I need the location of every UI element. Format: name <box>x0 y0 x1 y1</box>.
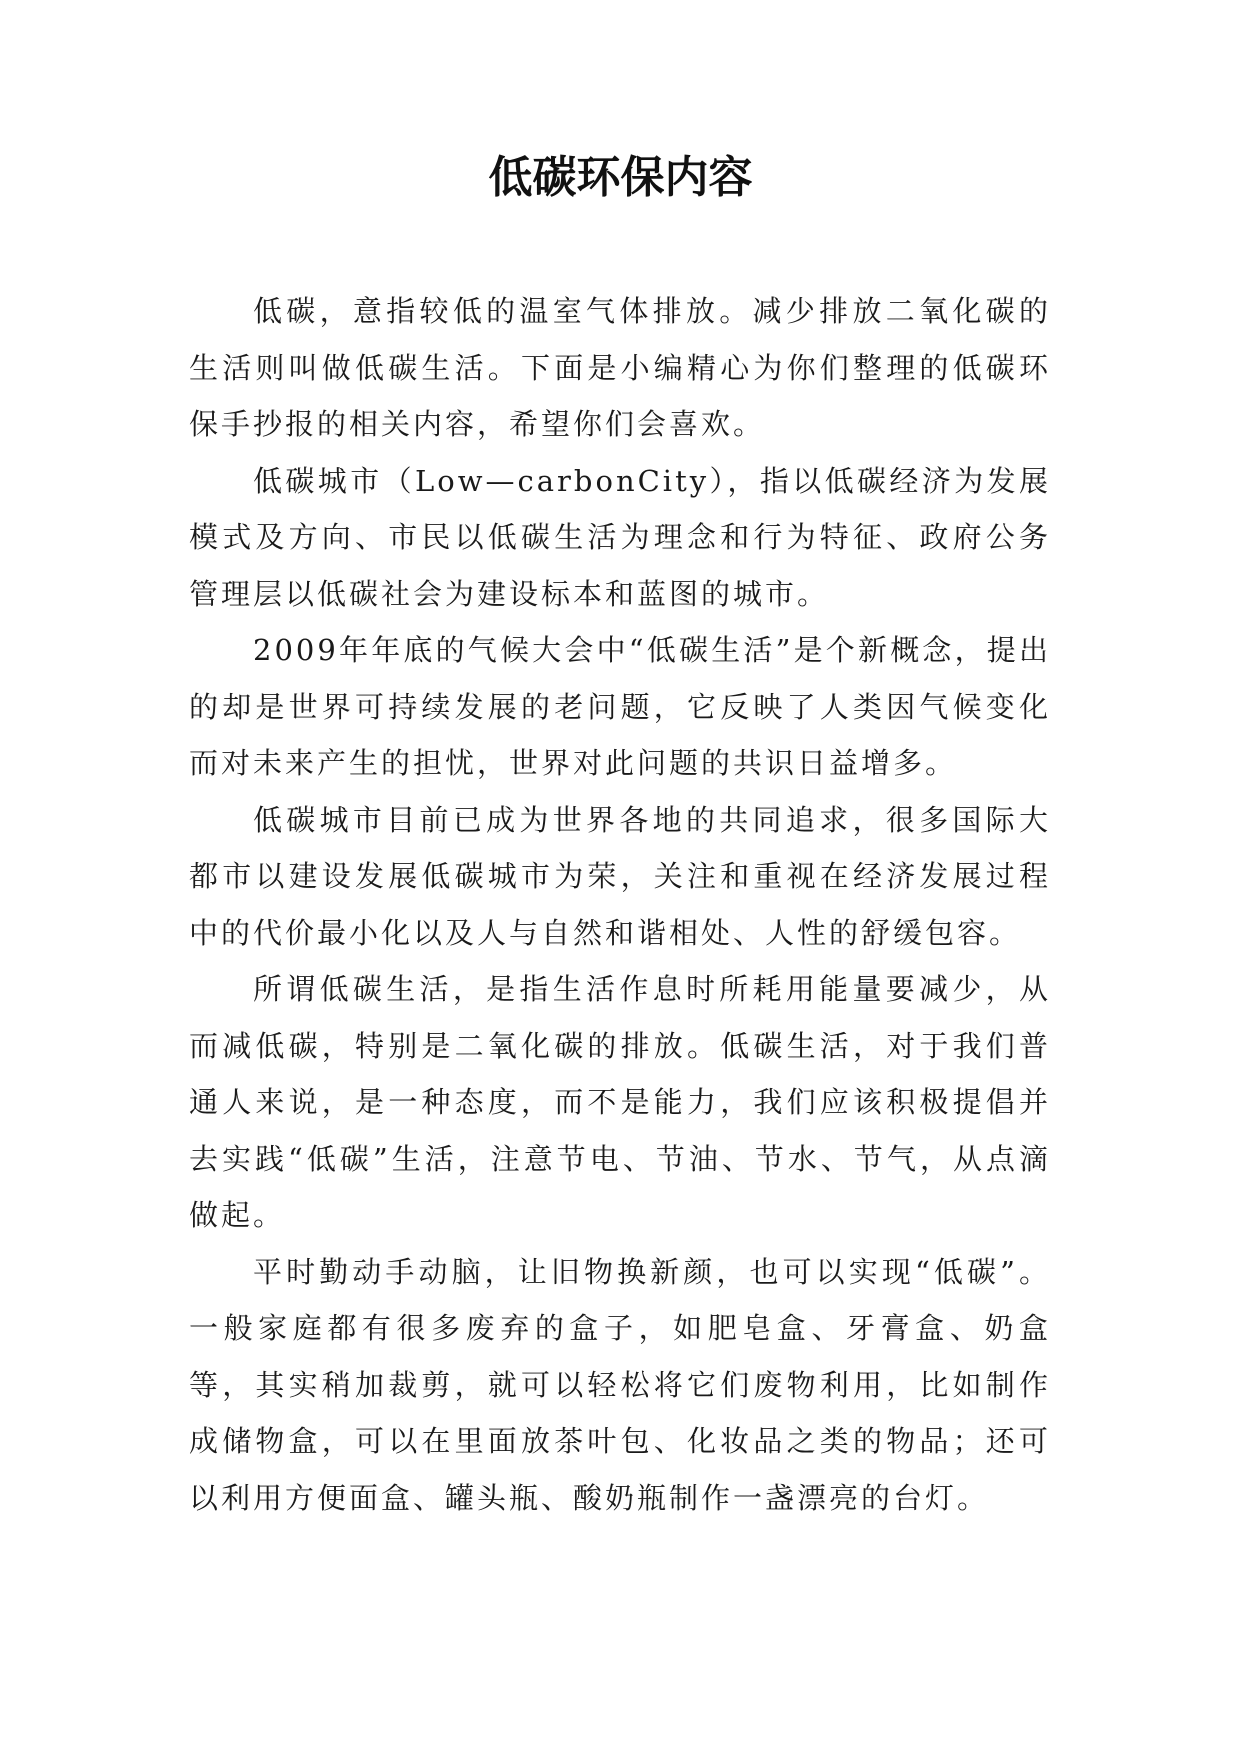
document-body <box>189 283 1051 1526</box>
document-title: 低碳环保内容 <box>488 152 753 203</box>
paragraph-intro: 低碳，意指较低的温室气体排放。减少排放二氧化碳的生活则叫做低碳生活。下面是小编精心为你们整理的低碳环保手抄报的相关内容，希望你们会喜欢。 <box>189 294 1051 441</box>
paragraph-global-pursuit: 低碳城市目前已成为世界各地的共同追求，很多国际大都市以建设发展低碳城市为荣，关注和重视在经济发展过程中的代价最小化以及人与自然和谐相处、人性的舒缓包容。 <box>189 802 1051 950</box>
paragraph-low-carbon-city: 低碳城市（Low—carbonCity），指以低碳经济为发展模式及方向、市民以低碳生活为理念和行为特征、政府公务管理层以低碳社会为建设标本和蓝图的城市。 <box>189 463 1051 611</box>
paragraph-low-carbon-life: 所谓低碳生活，是指生活作息时所耗用能量要减少，从而减低碳，特别是二氧化碳的排放。低碳生活，对于我们普通人来说，是一种态度，而不是能力，我们应该积极提倡并去实践“低碳”生活，注意节电、节油、节水、节气，从点滴做起。 <box>189 972 1051 1232</box>
paragraph-reuse-items: 平时勤动手动脑，让旧物换新颜，也可以实现“低碳”。一般家庭都有很多废弃的盒子，如肥皂盒、牙膏盒、奶盒等，其实稍加裁剪，就可以轻松将它们废物利用，比如制作成储物盒，可以在里面放茶叶包、化妆品之类的物品；还可以利用方便面盒、罐头瓶、酸奶瓶制作一盏漂亮的台灯。 <box>189 1254 1051 1515</box>
paragraph-climate-conference: 2009年年底的气候大会中“低碳生活”是个新概念，提出的却是世界可持续发展的老问题，它反映了人类因气候变化而对未来产生的担忧，世界对此问题的共识日益增多。 <box>189 633 1051 780</box>
